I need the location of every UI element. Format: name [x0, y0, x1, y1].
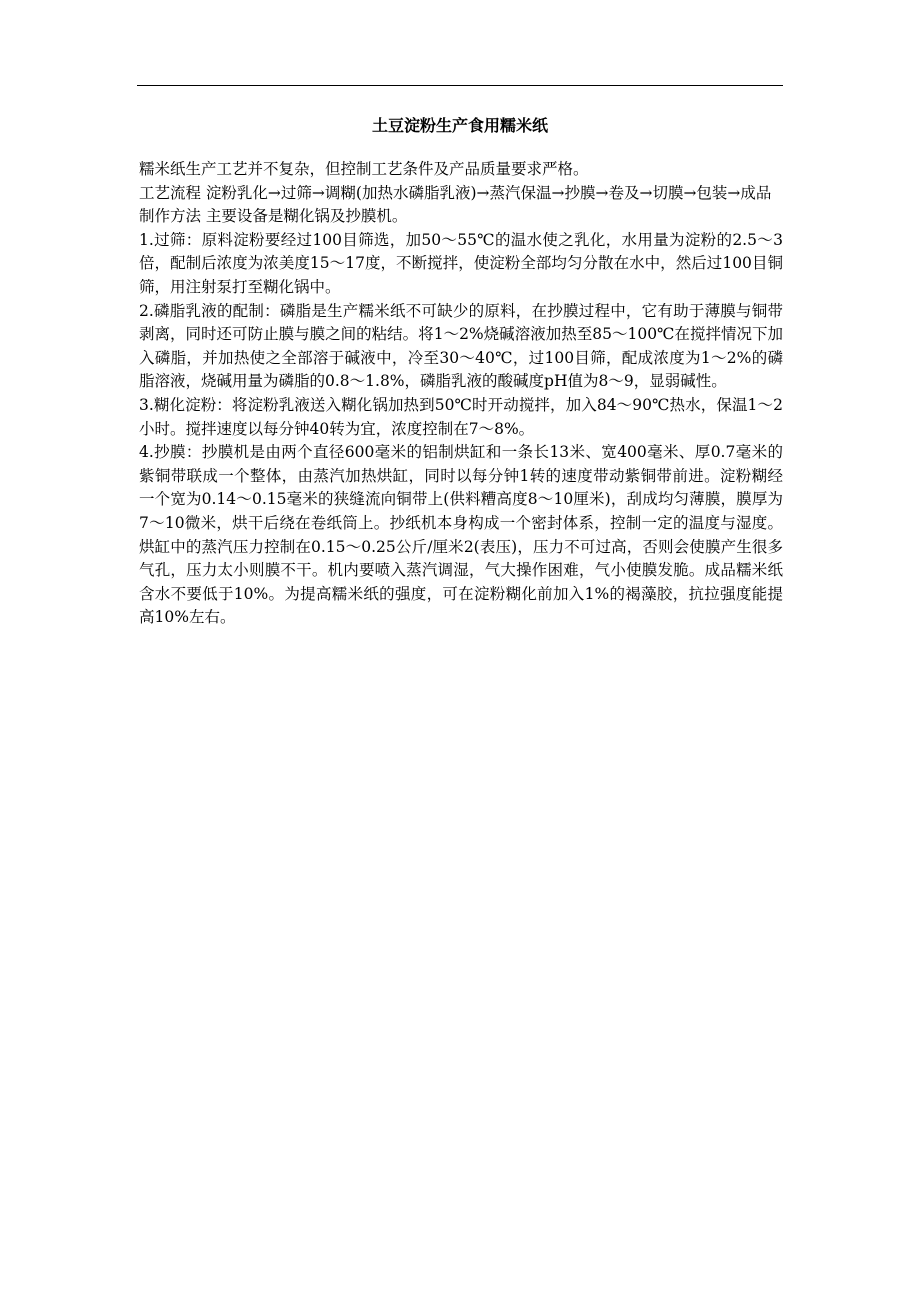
document-title: 土豆淀粉生产食用糯米纸: [371, 116, 548, 135]
header-rule: [137, 85, 783, 86]
paragraph-method: 制作方法 主要设备是糊化锅及抄膜机。: [139, 207, 408, 226]
paragraph-step-phospholipid: 2.磷脂乳液的配制：磷脂是生产糯米纸不可缺少的原料，在抄膜过程中，它有助于薄膜与铜带剥离，同时还可防止膜与膜之间的粘结。将1～2%烧碱溶液加热至85～100℃在搅拌情况下加入磷脂，并加热使之全部溶于碱液中，冷至30～40℃，过100目筛，配成浓度为1～2%的磷脂溶液，烧碱用量为磷脂的0.8～1.8%，磷脂乳液的酸碱度pH值为8～9，显弱碱性。: [139, 301, 783, 391]
paragraph-step-sieving: 1.过筛：原料淀粉要经过100目筛选，加50～55℃的温水使之乳化，水用量为淀粉的2.5～3倍，配制后浓度为浓美度15～17度，不断搅拌，使淀粉全部均匀分散在水中，然后过100目铜筛，用注射泵打至糊化锅中。: [139, 230, 783, 296]
paragraph-step-gelatinization: 3.糊化淀粉：将淀粉乳液送入糊化锅加热到50℃时开动搅拌，加入84～90℃热水，保温1～2小时。搅拌速度以每分钟40转为宜，浓度控制在7～8%。: [139, 395, 783, 438]
paragraph-intro: 糯米纸生产工艺并不复杂，但控制工艺条件及产品质量要求严格。: [139, 160, 589, 178]
paragraph-process-flow: 工艺流程 淀粉乳化→过筛→调糊(加热水磷脂乳液)→蒸汽保温→抄膜→卷及→切膜→包装→成品: [139, 183, 772, 202]
document-body: [139, 158, 783, 630]
paragraph-step-film-making: 4.抄膜：抄膜机是由两个直径600毫米的铝制烘缸和一条长13米、宽400毫米、厚0.7毫米的紫铜带联成一个整体，由蒸汽加热烘缸，同时以每分钟1转的速度带动紫铜带前进。淀粉糊经一个宽为0.14～0.15毫米的狭缝流向铜带上(供料糟高度8～10厘米)，刮成均匀薄膜，膜厚为7～10微米，烘干后绕在卷纸筒上。抄纸机本身构成一个密封体系，控制一定的温度与湿度。烘缸中的蒸汽压力控制在0.15～0.25公斤/厘米2(表压)，压力不可过高，否则会使膜产生很多气孔，压力太小则膜不干。机内要喷入蒸汽调湿，气大操作困难，气小使膜发脆。成品糯米纸含水不要低于10%。为提高糯米纸的强度，可在淀粉糊化前加入1%的褐藻胶，抗拉强度能提高10%左右。: [139, 443, 783, 627]
